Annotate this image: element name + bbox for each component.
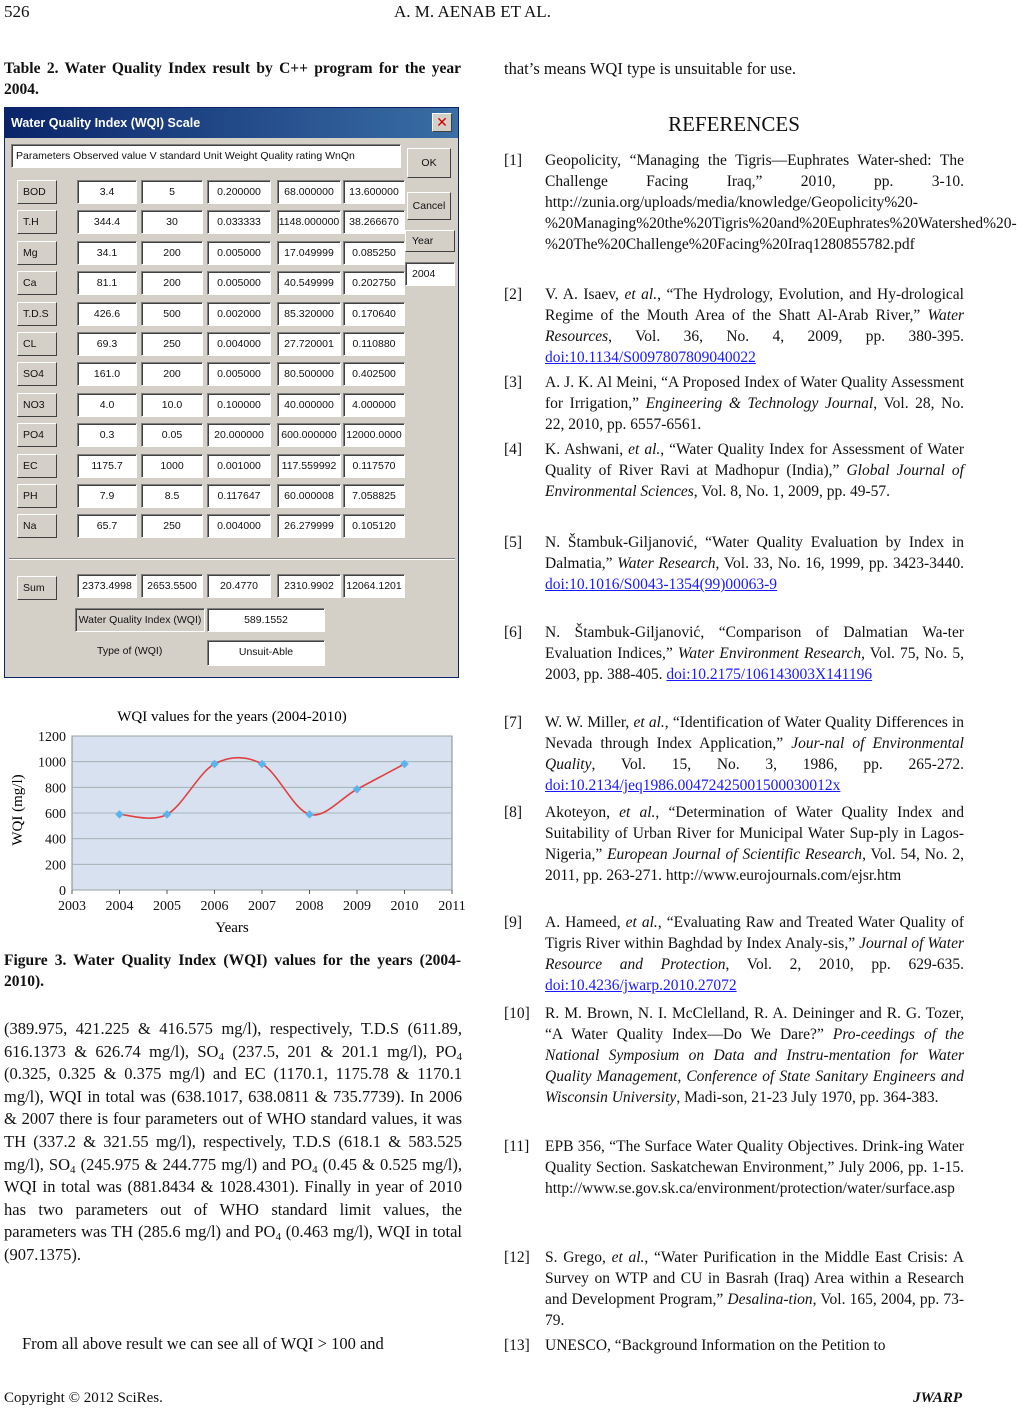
type-value: Unsuit-Able [207,640,325,666]
body-paragraph-3: that’s means WQI type is unsuitable for use. [504,59,797,78]
observed-value-input[interactable]: 426.6 [77,302,137,326]
figure-caption: Figure 3. Water Quality Index (WQI) values for the years (2004-2010). [4,952,461,990]
wnqn-field: 0.110880 [343,332,405,356]
parameter-label: NO3 [17,393,57,417]
dialog-title: Water Quality Index (WQI) Scale [11,116,201,130]
divider [9,558,455,560]
wnqn-field: 0.170640 [343,302,405,326]
observed-value-input[interactable]: 7.9 [77,484,137,508]
parameter-label: EC [17,454,57,478]
chart-title: WQI values for the years (2004-2010) [117,709,347,725]
y-tick-label: 600 [45,807,66,822]
quality-rating-field: 68.000000 [277,180,341,204]
reference-12: [12] S. Grego, et al., “Water Purification in the Middle East Crisis: A Survey on WTP and CU in Basrah (Iraq) Area within a Research and Development Program,” Desalina-tion, Vol. 165, 2004, pp. 73-79. [504,1249,965,1329]
unit-weight-field: 0.005000 [207,271,271,295]
sum-std: 2653.5500 [141,574,203,598]
unit-weight-field: 0.117647 [207,484,271,508]
x-tick-label: 2005 [153,899,181,914]
reference-4: [4] K. Ashwani, et al., “Water Quality Index for Assessment of Water Quality of River Ravi at Madhopur (India),” Global Journal of Environmental Sciences, Vol. 8, No. 1, 2009, pp. 49-57. [504,441,964,500]
sum-label: Sum [17,576,57,600]
unit-weight-field: 0.100000 [207,393,271,417]
unit-weight-field: 0.005000 [207,241,271,265]
quality-rating-field: 117.559992 [277,454,341,478]
quality-rating-field: 600.000000 [277,423,341,447]
unit-weight-field: 0.001000 [207,454,271,478]
x-tick-label: 2009 [343,899,371,914]
reference-6: [6] N. Štambuk-Giljanović, “Comparison of Dalmatian Wa-ter Evaluation Indices,” Water Environment Research, Vol. 75, No. 5, 2003, pp. 388-405. doi:10.2175/106143003X141196 [504,624,965,683]
sum-wnqn: 12064.1201 [343,574,405,598]
page-number: 526 [4,2,30,21]
parameter-label: SO4 [17,362,57,386]
x-tick-label: 2008 [295,899,324,914]
v-standard-input[interactable]: 200 [141,271,203,295]
y-axis-label: WQI (mg/l) [10,774,26,846]
x-tick-label: 2010 [390,899,419,914]
wnqn-field: 13.600000 [343,180,405,204]
v-standard-input[interactable]: 0.05 [141,423,203,447]
wnqn-field: 0.202750 [343,271,405,295]
wnqn-field: 0.402500 [343,362,405,386]
wnqn-field: 4.000000 [343,393,405,417]
y-tick-label: 1200 [38,730,66,745]
wnqn-field: 0.105120 [343,514,405,538]
v-standard-input[interactable]: 250 [141,514,203,538]
v-standard-input[interactable]: 10.0 [141,393,203,417]
sum-rating: 2310.9902 [277,574,341,598]
observed-value-input[interactable]: 4.0 [77,393,137,417]
dialog-titlebar [5,108,458,138]
close-icon[interactable]: ✕ [432,113,452,132]
observed-value-input[interactable]: 344.4 [77,210,137,234]
quality-rating-field: 27.720001 [277,332,341,356]
reference-9: [9] A. Hameed, et al., “Evaluating Raw and Treated Water Quality of Tigris River within Baghdad by Index Analy-sis,” Journal of Water Resource and Protection, Vol. 2, 2010, pp. 629-635. doi:10.4236/jwarp.2010.27072 [504,914,965,994]
quality-rating-field: 40.549999 [277,271,341,295]
parameter-label: Mg [17,241,57,265]
wqi-dialog [4,107,459,678]
sum-obs: 2373.4998 [77,574,137,598]
parameter-label: PO4 [17,423,57,447]
parameter-label: CL [17,332,57,356]
unit-weight-field: 0.033333 [207,210,271,234]
observed-value-input[interactable]: 3.4 [77,180,137,204]
unit-weight-field: 0.004000 [207,514,271,538]
reference-11: [11] EPB 356, “The Surface Water Quality Objectives. Drink-ing Water Quality Section. Saskatchewan Environment,” July 2006, pp. 1-15. http://www.se.gov.sk.ca/environment/protection/water/surface.asp [504,1138,964,1197]
y-tick-label: 400 [45,832,66,848]
v-standard-input[interactable]: 250 [141,332,203,356]
wnqn-field: 12000.0000 [343,423,405,447]
v-standard-input[interactable]: 500 [141,302,203,326]
wqi-label: Water Quality Index (WQI) [75,608,205,632]
v-standard-input[interactable]: 1000 [141,454,203,478]
v-standard-input[interactable]: 200 [141,241,203,265]
unit-weight-field: 0.005000 [207,362,271,386]
running-header: A. M. AENAB ET AL. [394,2,551,21]
sum-weight: 20.4770 [207,574,271,598]
year-input[interactable]: 2004 [405,262,455,286]
columns-header: Parameters Observed value V standard Unit Weight Quality rating WnQn [11,144,401,168]
unit-weight-field: 0.200000 [207,180,271,204]
observed-value-input[interactable]: 34.1 [77,241,137,265]
observed-value-input[interactable]: 0.3 [77,423,137,447]
parameter-label: Ca [17,271,57,295]
quality-rating-field: 85.320000 [277,302,341,326]
reference-13: [13] UNESCO, “Background Information on the Petition to [504,1337,886,1354]
reference-2: [2] V. A. Isaev, et al., “The Hydrology, Evolution, and Hy-drological Regime of the Mouth Area of the Shatt Al-Arab River,” Water Resources, Vol. 36, No. 4, 2009, pp. 380-395. doi:10.1134/S0097807809040022 [504,286,964,366]
parameter-label: T.D.S [17,302,57,326]
y-tick-label: 1000 [38,755,66,771]
footer-journal: JWARP [913,1390,962,1406]
quality-rating-field: 80.500000 [277,362,341,386]
wqi-value: 589.1552 [207,608,325,632]
type-label: Type of (WQI) [97,645,163,657]
cancel-button[interactable]: Cancel [407,192,451,220]
observed-value-input[interactable]: 161.0 [77,362,137,386]
v-standard-input[interactable]: 30 [141,210,203,234]
quality-rating-field: 17.049999 [277,241,341,265]
observed-value-input[interactable]: 65.7 [77,514,137,538]
observed-value-input[interactable]: 81.1 [77,271,137,295]
reference-8: [8] Akoteyon, et al., “Determination of Water Quality Index and Suitability of Urban River for Municipal Water Sup-ply in Lagos-Nigeria,” European Journal of Scientific Research, Vol. 54, No. 2, 2011, pp. 263-271. http://www.eurojournals.com/ejsr.htm [504,804,964,884]
wqi-line-chart [4,700,466,936]
footer-copyright: Copyright © 2012 SciRes. [4,1390,163,1406]
y-tick-label: 800 [45,781,66,797]
y-tick-label: 0 [59,884,66,899]
body-paragraph-2: From all above result we can see all of WQI > 100 and [22,1334,384,1353]
x-tick-label: 2003 [58,899,86,914]
reference-10: [10] R. M. Brown, N. I. McClelland, R. A. Deininger and R. G. Tozer, “A Water Quality Index—Do We Dare?” Pro-ceedings of the National Symposium on Data and Instru-mentation for Water Quality Management, Conference of State Sanitary Engineers and Wisconsin University, Madi-son, 21-23 July 1970, pp. 364-383. [504,1005,964,1106]
unit-weight-field: 0.002000 [207,302,271,326]
parameter-label: PH [17,484,57,508]
reference-1: [1] Geopolicity, “Managing the Tigris—Euphrates Water-shed: The Challenge Facing Iraq,” 2010, pp. 3-10. http://zunia.org/uploads/media/knowledge/Geopolicity%20-%20Managing%20the%20Tigris%20and%20Euphrates%20Watershed%20-%20The%20Challenge%20Facing%20Iraq1280855782.pdf [504,152,1017,253]
quality-rating-field: 26.279999 [277,514,341,538]
v-standard-input[interactable]: 8.5 [141,484,203,508]
wnqn-field: 0.085250 [343,241,405,265]
unit-weight-field: 20.000000 [207,423,271,447]
reference-7: [7] W. W. Miller, et al., “Identification of Water Quality Differences in Nevada through Index Application,” Jour-nal of Environmental Quality, Vol. 15, No. 3, 1986, pp. 265-272. doi:10.2134/jeq1986.00472425001500030012x [504,714,964,794]
parameter-label: T.H [17,210,57,234]
ok-button[interactable]: OK [407,148,451,178]
y-tick-label: 200 [45,858,66,874]
year-label: Year [405,230,455,252]
wnqn-field: 38.266670 [343,210,405,234]
x-tick-label: 2006 [200,899,229,914]
reference-3: [3] A. J. K. Al Meini, “A Proposed Index of Water Quality Assessment for Irrigation,” Engineering & Technology Journal, Vol. 28, No. 22, 2010, pp. 6557-6561. [504,374,964,433]
x-tick-label: 2004 [105,899,134,914]
table-caption: Table 2. Water Quality Index result by C++ program for the year 2004. [4,60,461,98]
x-axis-label: Years [215,920,249,936]
references-title: REFERENCES [668,112,800,136]
x-tick-label: 2011 [438,899,466,914]
quality-rating-field: 40.000000 [277,393,341,417]
parameter-label: BOD [17,180,57,204]
x-tick-label: 2007 [248,899,276,914]
observed-value-input[interactable]: 69.3 [77,332,137,356]
v-standard-input[interactable]: 200 [141,362,203,386]
reference-5: [5] N. Štambuk-Giljanović, “Water Quality Evaluation by Index in Dalmatia,” Water Research, Vol. 33, No. 16, 1999, pp. 3423-3440. doi:10.1016/S0043-1354(99)00063-9 [504,534,964,593]
quality-rating-field: 1148.000000 [277,210,341,234]
parameter-label: Na [17,514,57,538]
v-standard-input[interactable]: 5 [141,180,203,204]
observed-value-input[interactable]: 1175.7 [77,454,137,478]
body-paragraph-1: (389.975, 421.225 & 416.575 mg/l), respectively, T.D.S (611.89, 616.1373 & 626.74 mg/l), $SO_4$ (237.5, 201 & 201.1 mg/l), $PO_4$ (0.325, 0.325 & 0.375 mg/l) and EC (1170.1, 1175.78 & 1170.1 mg/l), WQI in total was (638.1017, 638.0811 & 735.7739). In 2006 & 2007 there is four parameters out of WHO standard values, it was TH (337.2 & 321.55 mg/l), respectively, T.D.S (618.1 & 583.525 mg/l), $SO_4$ (245.975 & 244.775 mg/l) and $PO_4$ (0.45 & 0.525 mg/l), WQI in total was (881.8434 & 1028.4301). Finally in year of 2010 has two parameters out of WHO standard limit values, the parameters was TH (285.6 mg/l) and $PO_4$ (0.463 mg/l), WQI in total (907.1375). [4,1019,463,1264]
quality-rating-field: 60.000008 [277,484,341,508]
wnqn-field: 0.117570 [343,454,405,478]
unit-weight-field: 0.004000 [207,332,271,356]
wnqn-field: 7.058825 [343,484,405,508]
